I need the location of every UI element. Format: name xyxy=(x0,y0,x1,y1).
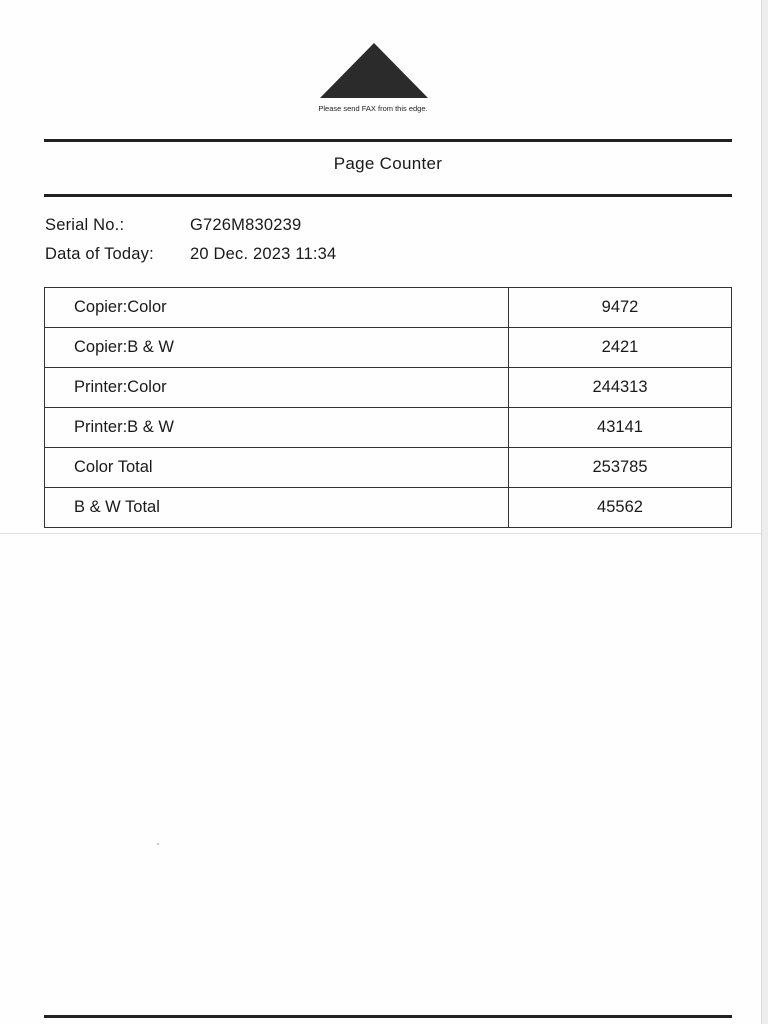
page-title: Page Counter xyxy=(333,154,443,173)
fax-edge-triangle-icon xyxy=(320,43,428,98)
counter-value: 45562 xyxy=(509,488,732,528)
counter-value: 253785 xyxy=(509,448,732,488)
table-row xyxy=(45,368,732,408)
scan-right-edge xyxy=(761,0,768,1024)
fax-edge-note: Please send FAX from this edge. xyxy=(318,104,428,113)
counter-table xyxy=(44,287,732,528)
counter-value: 43141 xyxy=(509,408,732,448)
table-row xyxy=(45,488,732,528)
counter-label: B & W Total xyxy=(45,488,509,528)
footer-rule xyxy=(44,1015,732,1018)
counter-label: Printer:B & W xyxy=(45,408,509,448)
counter-label: Copier:Color xyxy=(45,288,509,328)
table-row xyxy=(45,408,732,448)
table-row xyxy=(45,288,732,328)
title-top-rule xyxy=(44,139,732,142)
scan-fold-line xyxy=(0,533,762,534)
serial-label: Serial No.: xyxy=(45,216,125,234)
date-row xyxy=(45,245,336,264)
date-value: 20 Dec. 2023 11:34 xyxy=(190,245,337,263)
date-label: Data of Today: xyxy=(45,245,154,263)
counter-value: 244313 xyxy=(509,368,732,408)
table-row xyxy=(45,448,732,488)
serial-value: G726M830239 xyxy=(190,216,302,234)
counter-label: Printer:Color xyxy=(45,368,509,408)
counter-label: Color Total xyxy=(45,448,509,488)
title-bottom-rule xyxy=(44,194,732,197)
counter-value: 2421 xyxy=(509,328,732,368)
table-row xyxy=(45,328,732,368)
counter-value: 9472 xyxy=(509,288,732,328)
serial-row xyxy=(45,216,301,235)
scan-speck xyxy=(157,843,159,845)
counter-label: Copier:B & W xyxy=(45,328,509,368)
